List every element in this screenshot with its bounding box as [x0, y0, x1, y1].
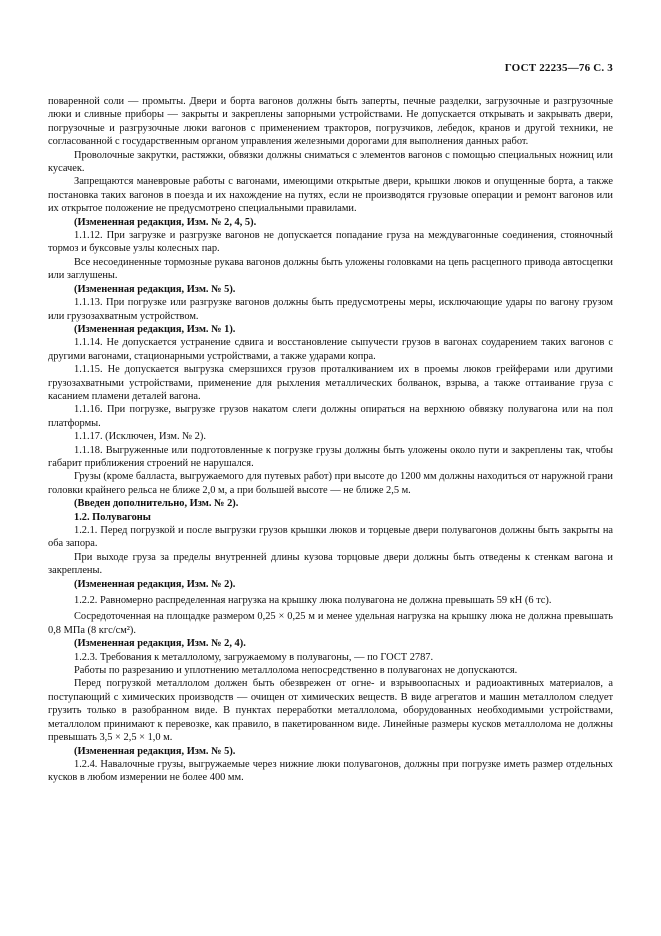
amendment-note: (Измененная редакция, Изм. № 1).	[74, 323, 236, 335]
paragraph: Запрещаются маневровые работы с вагонами, имеющими открытые двери, крышки люков и опущенные борта, а также постановка таких вагонов в поезда и их нахождение на путях, если не производятся грузовые операции и ремонт вагонов или их открытое положение не предусмотрено специальными правилами.	[48, 176, 613, 215]
clause-1-1-18: 1.1.18. Выгруженные или подготовленные к погрузке грузы должны быть уложены около пути и закреплены так, чтобы габарит приближения строений не нарушался.	[48, 444, 613, 469]
clause-1-2-3: 1.2.3. Требования к металлолому, загружаемому в полувагоны, — по ГОСТ 2787.	[74, 651, 434, 663]
paragraph: Работы по разрезанию и уплотнению металлолома непосредственно в полувагонах не допускаются.	[74, 665, 518, 677]
amendment-note: (Измененная редакция, Изм. № 2).	[74, 578, 236, 590]
paragraph: Грузы (кроме балласта, выгружаемого для путевых работ) при высоте до 1200 мм должны находиться от наружной грани головки крайнего рельса не ближе 2,0 м, а при большей высоте — не ближе 2,5 м.	[48, 471, 613, 496]
amendment-note: (Введен дополнительно, Изм. № 2).	[74, 498, 239, 510]
clause-1-1-16: 1.1.16. При погрузке, выгрузке грузов накатом слеги должны опираться на верхнюю обвязку полувагона или на пол платформы.	[48, 404, 613, 429]
amendment-note: (Измененная редакция, Изм. № 5).	[74, 745, 236, 757]
clause-1-2-1: 1.2.1. Перед погрузкой и после выгрузки грузов крышки люков и торцевые двери полувагонов должны быть закрыты на оба запора.	[48, 525, 613, 550]
amendment-note: (Измененная редакция, Изм. № 2, 4, 5).	[74, 216, 257, 228]
paragraph: При выходе груза за пределы внутренней длины кузова торцовые двери должны быть отведены к стенкам вагона и закреплены.	[48, 551, 613, 577]
clause-1-2-4: 1.2.4. Навалочные грузы, выгружаемые через нижние люки полувагонов, должны при погрузке иметь размер отдельных кусков в любом измерении не более 400 мм.	[48, 758, 613, 784]
clause-1-1-17: 1.1.17. (Исключен, Изм. № 2).	[74, 431, 206, 443]
clause-1-1-15: 1.1.15. Не допускается выгрузка смерзшихся грузов проталкиванием их в проемы люков грейферами или другими грузозахватными устройствами, применение для рыхления металлических болванок, взрыва, а также оттаивание груза с касанием пламени деталей вагона.	[48, 364, 613, 402]
clause-1-1-14: 1.1.14. Не допускается устранение сдвига и восстановление сыпучести грузов в вагонах соударением таких вагонов с другими вагонами, стационарными устройствами, а также ударами копра.	[48, 337, 613, 362]
document-body	[48, 95, 613, 785]
paragraph: Проволочные закрутки, растяжки, обвязки должны сниматься с элементов вагонов с помощью специальных ножниц или кусачек.	[48, 149, 613, 175]
section-heading-1-2: 1.2. Полувагоны	[74, 511, 151, 523]
clause-1-1-12: 1.1.12. При загрузке и разгрузке вагонов не допускается попадание груза на междувагонные соединения, стояночный тормоз и буксовые узлы колесных пар.	[48, 230, 613, 255]
amendment-note: (Измененная редакция, Изм. № 2, 4).	[74, 638, 246, 650]
clause-1-2-2: 1.2.2. Равномерно распределенная нагрузка на крышку люка полувагона не должна превышать 59 кН (6 тс).	[74, 595, 552, 607]
paragraph: Перед погрузкой металлолом должен быть обезврежен от огне- и взрывоопасных и радиоактивных материалов, а поступающий с химических производств — очищен от химических веществ. В виде агрегатов и машин металлолом следует грузить только в разобранном виде. В пунктах переработки металлолома, оборудованных необходимыми устройствами, металлолом принимают к перевозке, как правило, в пакетированном виде. Линейные размеры кусков металлолома не должны превышать 3,5 × 2,5 × 1,0 м.	[48, 678, 613, 744]
clause-1-1-13: 1.1.13. При погрузке или разгрузке вагонов должны быть предусмотрены меры, исключающие удары по вагону грузом или грузозахватным устройством.	[48, 297, 613, 322]
paragraph: поваренной соли — промыты. Двери и борта вагонов должны быть заперты, печные разделки, загрузочные и разгрузочные люки и сливные приборы — закрыты и закреплены запорными устройствами. Не допускается открывать и закрывать двери, погрузочные и разгрузочные люки вагонов с применением тракторов, погрузчиков, лебедок, кранов и другой техники, не согласованной с государственным органом управления железными дорогами для выполнения данных работ.	[48, 96, 613, 148]
running-header: ГОСТ 22235—76 С. 3	[504, 62, 613, 74]
paragraph: Сосредоточенная на площадке размером 0,25 × 0,25 м и менее удельная нагрузка на крышку люка не должна превышать 0,8 МПа (8 кгс/см²).	[48, 611, 613, 636]
amendment-note: (Измененная редакция, Изм. № 5).	[74, 283, 236, 295]
paragraph: Все несоединенные тормозные рукава вагонов должны быть уложены головками на цепь расцепного привода автосцепки или заглушены.	[48, 256, 613, 282]
